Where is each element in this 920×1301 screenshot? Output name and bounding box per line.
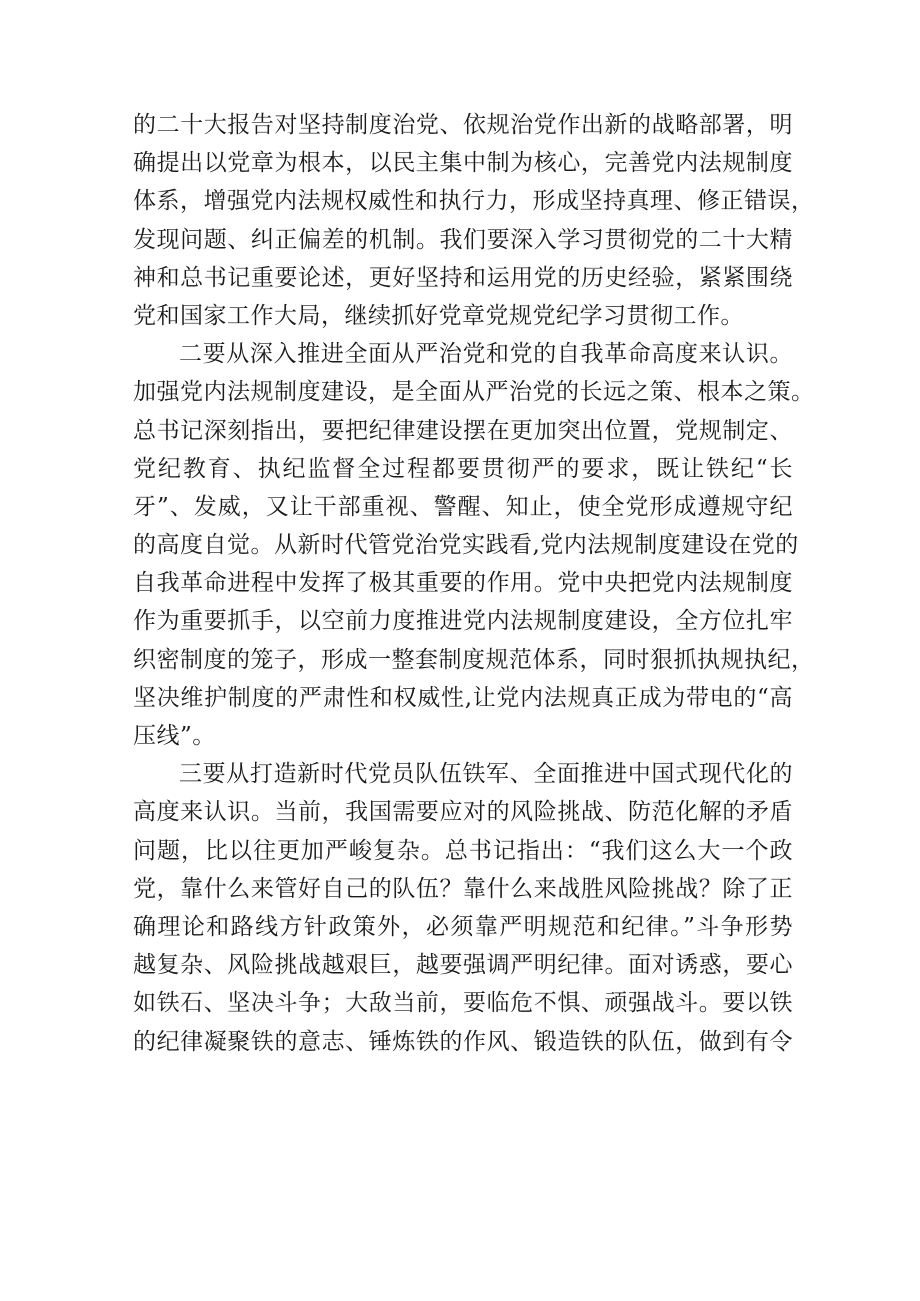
paragraph-3 bbox=[133, 755, 793, 1061]
text-line: 坚决维护制度的严肃性和权威性,让党内法规真正成为带电的“高 bbox=[133, 684, 793, 711]
text-line: 作为重要抓手，以空前力度推进党内法规制度建设，全方位扎牢 bbox=[133, 608, 793, 635]
text-line: 高度来认识。当前，我国需要应对的风险挑战、防范化解的矛盾 bbox=[133, 799, 793, 826]
text-line: 确提出以党章为根本，以民主集中制为核心，完善党内法规制度 bbox=[133, 150, 793, 177]
text-line: 牙”、发威，又让干部重视、警醒、知止，使全党形成遵规守纪 bbox=[133, 493, 793, 520]
paragraph-1 bbox=[133, 106, 815, 335]
text-line: 织密制度的笼子，形成一整套制度规范体系，同时狠抓执规执纪， bbox=[133, 646, 815, 673]
text-line: 压线”。 bbox=[133, 723, 216, 749]
text-line: 神和总书记重要论述，更好坚持和运用党的历史经验，紧紧围绕 bbox=[133, 264, 793, 291]
text-line: 二要从深入推进全面从严治党和党的自我革命高度来认识。 bbox=[179, 341, 793, 368]
text-line: 三要从打造新时代党员队伍铁军、全面推进中国式现代化的 bbox=[179, 761, 793, 788]
text-line: 问题，比以往更加严峻复杂。总书记指出：“我们这么大一个政 bbox=[133, 837, 793, 864]
text-line: 发现问题、纠正偏差的机制。我们要深入学习贯彻党的二十大精 bbox=[133, 226, 793, 253]
text-line: 如铁石、坚决斗争；大敌当前，要临危不惧、顽强战斗。要以铁 bbox=[133, 990, 793, 1017]
text-line: 党纪教育、执纪监督全过程都要贯彻严的要求，既让铁纪“长 bbox=[133, 455, 793, 482]
text-line: 总书记深刻指出，要把纪律建设摆在更加突出位置，党规制定、 bbox=[133, 417, 793, 444]
text-line: 越复杂、风险挑战越艰巨，越要强调严明纪律。面对诱惑，要心 bbox=[133, 952, 793, 979]
text-line: 体系，增强党内法规权威性和执行力，形成坚持真理、修正错误， bbox=[133, 188, 815, 215]
text-line: 加强党内法规制度建设，是全面从严治党的长远之策、根本之策。 bbox=[133, 379, 815, 406]
paragraph-2 bbox=[133, 335, 815, 755]
text-line: 的纪律凝聚铁的意志、锤炼铁的作风、锻造铁的队伍，做到有令 bbox=[133, 1028, 793, 1055]
text-line: 的高度自觉。从新时代管党治党实践看,党内法规制度建设在党的 bbox=[133, 532, 799, 559]
text-line: 的二十大报告对坚持制度治党、依规治党作出新的战略部署，明 bbox=[133, 112, 793, 138]
text-line: 党和国家工作大局，继续抓好党章党规党纪学习贯彻工作。 bbox=[133, 302, 744, 329]
body-text bbox=[133, 106, 815, 1061]
text-line: 确理论和路线方针政策外，必须靠严明规范和纪律。”斗争形势 bbox=[133, 913, 793, 940]
text-line: 自我革命进程中发挥了极其重要的作用。党中央把党内法规制度 bbox=[133, 570, 793, 597]
text-line: 党，靠什么来管好自己的队伍？靠什么来战胜风险挑战？除了正 bbox=[133, 875, 793, 902]
